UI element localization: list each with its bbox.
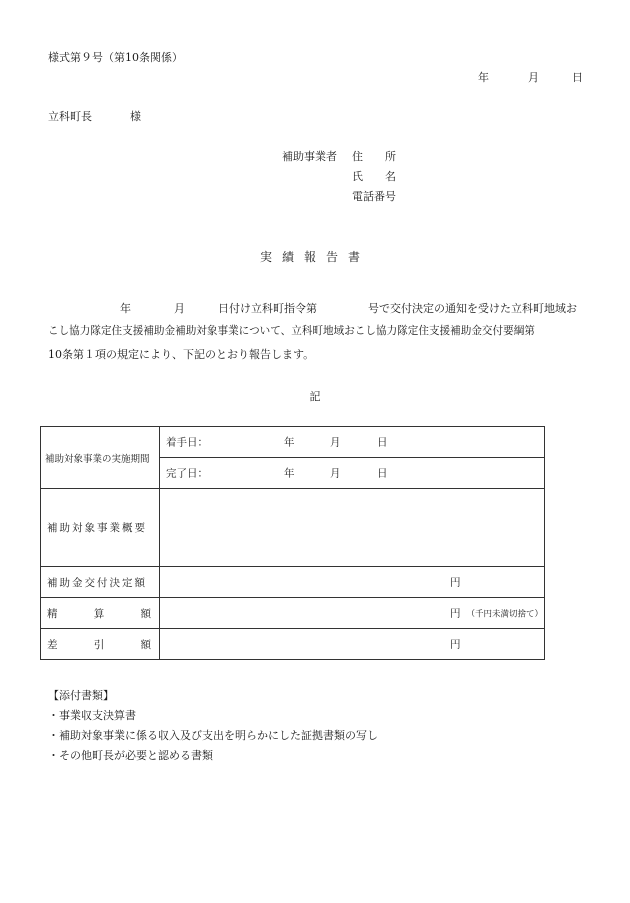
start-year: 年 [284,436,295,449]
report-date [470,72,590,84]
addressee-honorific: 様 [130,110,141,123]
applicant-role: 補助事業者 [282,150,337,163]
final-label-char: 算 [93,607,105,620]
final-amount-cell[interactable] [160,598,545,629]
decision-amount-label: 補助金交付決定額 [41,567,160,598]
table-row [41,489,545,567]
rounding-note: （千円未満切捨て） [466,609,544,620]
diff-label-char: 差 [47,638,58,651]
yen-unit: 円 [450,607,461,620]
applicant-address-label: 住 所 [352,150,396,163]
attachments [48,686,378,766]
table-row [41,427,545,458]
end-date-cell[interactable] [160,458,545,489]
end-year: 年 [284,467,295,480]
body-notice-text: 号で交付決定の通知を受けた立科町地域お [368,302,577,315]
date-day-label: 日 [572,71,583,84]
end-date-label: 完了日： [166,467,208,480]
table-row [41,567,545,598]
yen-unit: 円 [450,576,461,589]
start-date-label: 着手日： [166,436,208,449]
date-year-label: 年 [478,71,489,84]
decision-amount-cell[interactable] [160,567,545,598]
body-line-2: こし協力隊定住支援補助金補助対象事業について、立科町地域おこし協力隊定住支援補助金交付要綱第 [48,325,535,337]
end-day: 日 [377,467,388,480]
attachments-heading: 【添付書類】 [48,689,114,702]
list-item: ・その他町長が必要と認める書類 [48,749,213,762]
list-item: ・補助対象事業に係る収入及び支出を明らかにした証拠書類の写し [48,729,378,742]
table-row [41,629,545,660]
date-month-label: 月 [528,71,539,84]
yen-unit-with-note [450,606,543,621]
start-date-cell[interactable] [160,427,545,458]
summary-cell[interactable] [160,489,545,567]
body-year: 年 [120,302,131,315]
start-day: 日 [377,436,388,449]
body-line-3: 10条第１項の規定により、下記のとおり報告します。 [48,348,315,361]
final-label-char: 精 [47,607,58,620]
yen-unit: 円 [450,638,461,651]
report-table [40,426,545,660]
summary-label: 補助対象事業概要 [41,489,160,567]
difference-amount-cell[interactable] [160,629,545,660]
difference-amount-label [41,629,160,660]
end-month: 月 [330,467,341,480]
applicant-name-label: 氏 名 [352,170,396,183]
ki-heading: 記 [309,390,321,403]
table-row [41,598,545,629]
diff-label-char: 引 [93,638,105,651]
form-number: 様式第９号（第10条関係） [48,51,183,64]
body-month: 月 [174,302,185,315]
period-label: 補助対象事業の実施期間 [41,427,160,489]
body-order-text: 日付け立科町指令第 [218,302,317,315]
addressee-name: 立科町長 [48,110,92,123]
diff-label-char: 額 [140,638,151,651]
final-amount-label [41,598,160,629]
addressee [48,110,141,123]
start-month: 月 [330,436,341,449]
document-title: 実績報告書 [259,250,370,264]
applicant-phone-label: 電話番号 [352,190,396,203]
final-label-char: 額 [140,607,151,620]
list-item: ・事業収支決算書 [48,709,136,722]
